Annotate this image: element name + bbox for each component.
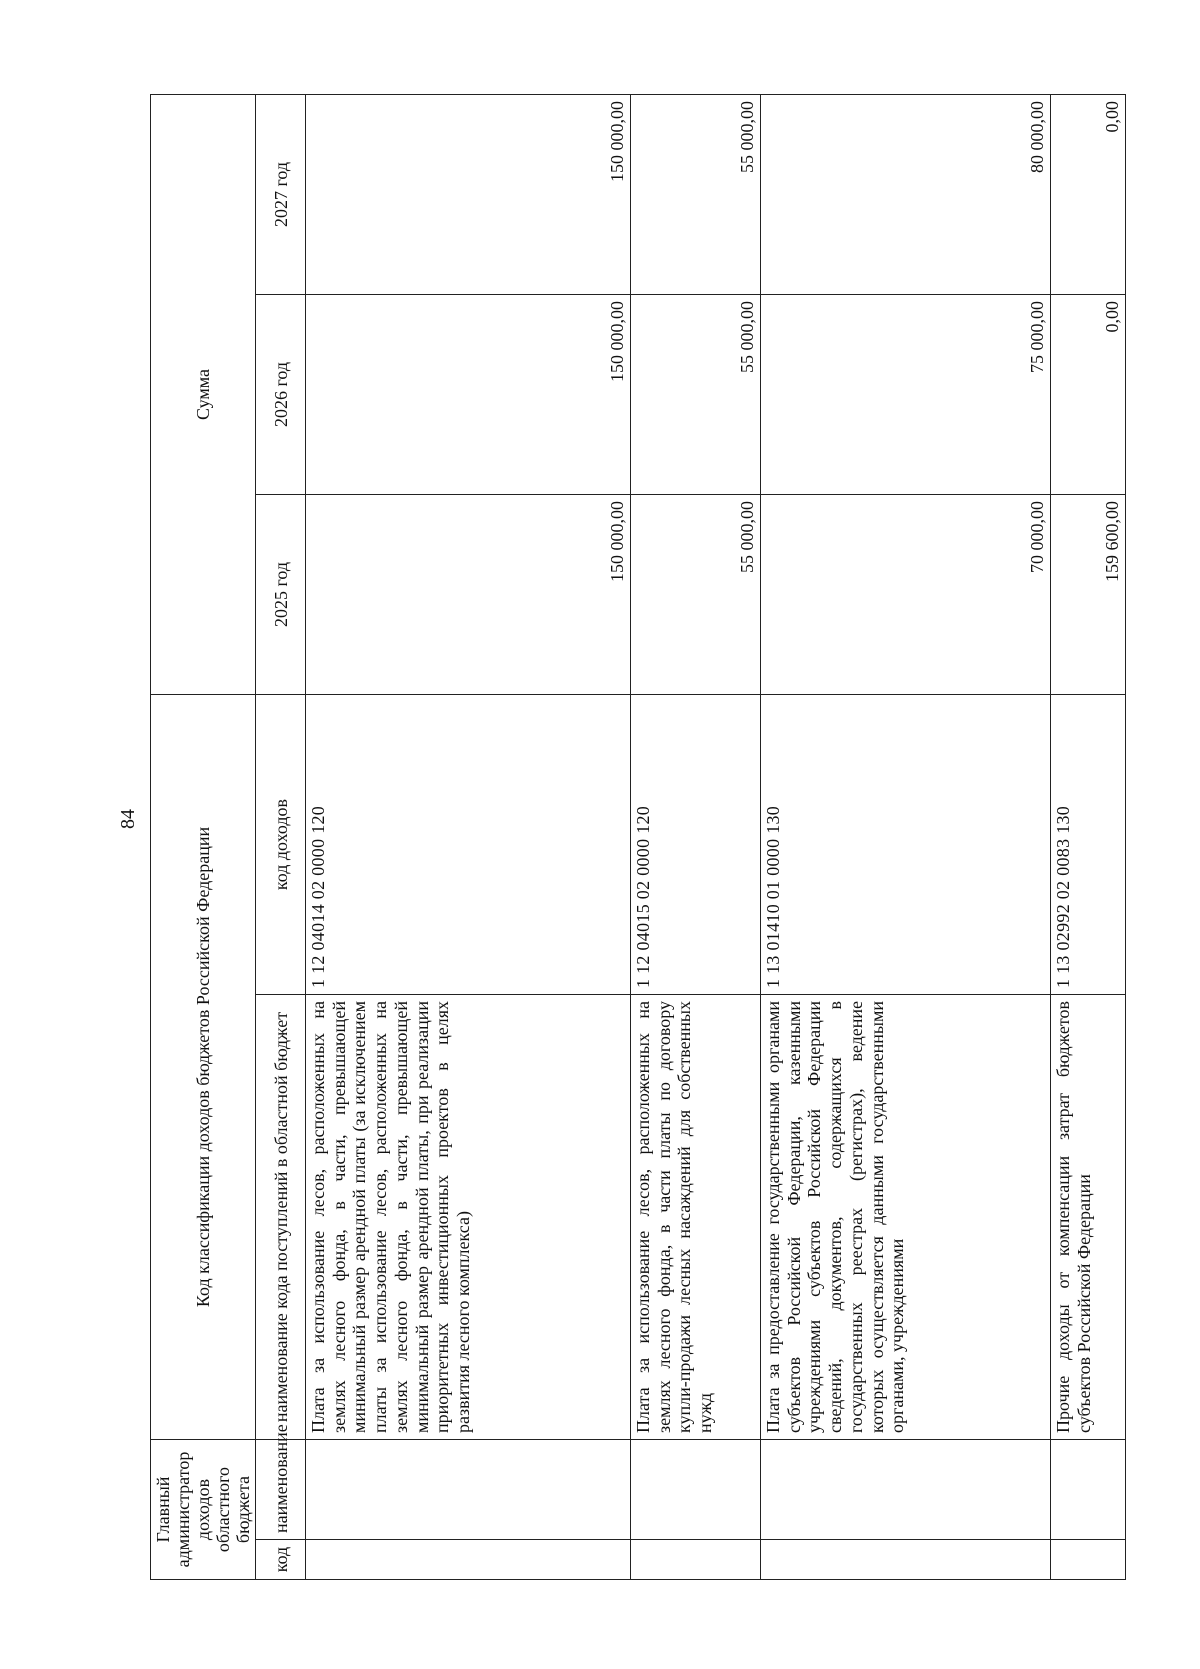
row-admin-code [1051, 1540, 1126, 1580]
row-sum-2027: 150 000,00 [306, 94, 631, 294]
table-row [1051, 94, 1126, 1579]
row-admin-code [761, 1540, 1051, 1580]
row-sum-2026: 150 000,00 [306, 295, 631, 495]
table-row [761, 94, 1051, 1579]
header-year-2025: 2025 год [256, 495, 306, 695]
row-admin-name [1051, 1440, 1126, 1540]
row-income-code: 1 13 02992 02 0083 130 [1051, 695, 1126, 995]
row-admin-name [631, 1440, 761, 1540]
row-sum-2027: 80 000,00 [761, 94, 1051, 294]
row-income-code: 1 13 01410 01 0000 130 [761, 695, 1051, 995]
table-row [631, 94, 761, 1579]
header-classification-group: Код классификации доходов бюджетов Российской Федерации [151, 695, 256, 1440]
header-year-2027: 2027 год [256, 94, 306, 294]
header-income-name: наименование кода поступлений в областной бюджет [256, 995, 306, 1440]
row-sum-2025: 159 600,00 [1051, 495, 1126, 695]
income-table [150, 94, 1126, 1580]
row-sum-2026: 75 000,00 [761, 295, 1051, 495]
header-sum-group: Сумма [151, 94, 256, 694]
row-sum-2026: 0,00 [1051, 295, 1126, 495]
row-admin-code [631, 1540, 761, 1580]
header-admin-code: код [256, 1540, 306, 1580]
row-income-name: Плата за предоставление государственными органами субъектов Российской Федерации, казенными учреждениями субъектов Российской Федерации сведений, документов, содержащихся в государственных реестрах (регистрах), ведение которых осуществляется данными государственными органами, учреждениями [761, 995, 1051, 1440]
table-row [306, 94, 631, 1579]
row-sum-2025: 150 000,00 [306, 495, 631, 695]
header-admin-group: Главный администратор доходов областного бюджета [151, 1440, 256, 1580]
row-income-name: Плата за использование лесов, расположенных на землях лесного фонда, в части платы по договору купли-продажи лесных насаждений для собственных нужд [631, 995, 761, 1440]
row-sum-2026: 55 000,00 [631, 295, 761, 495]
row-income-code: 1 12 04014 02 0000 120 [306, 695, 631, 995]
row-admin-name [306, 1440, 631, 1540]
page-number: 84 [117, 809, 139, 829]
row-income-name: Прочие доходы от компенсации затрат бюджетов субъектов Российской Федерации [1051, 995, 1126, 1440]
header-year-2026: 2026 год [256, 295, 306, 495]
row-income-name: Плата за использование лесов, расположенных на землях лесного фонда, в части, превышающей минимальный размер арендной платы (за исключением платы за использование лесов, расположенных на землях лесного фонда, в части, превышающей минимальный размер арендной платы, при реализации приоритетных инвестиционных проектов в целях развития лесного комплекса) [306, 995, 631, 1440]
row-sum-2025: 55 000,00 [631, 495, 761, 695]
rotated-table-frame [150, 95, 1200, 1573]
row-income-code: 1 12 04015 02 0000 120 [631, 695, 761, 995]
header-admin-name: наименование [256, 1440, 306, 1540]
row-admin-code [306, 1540, 631, 1580]
row-sum-2027: 0,00 [1051, 94, 1126, 294]
row-sum-2025: 70 000,00 [761, 495, 1051, 695]
row-sum-2027: 55 000,00 [631, 94, 761, 294]
header-income-code: код доходов [256, 695, 306, 995]
row-admin-name [761, 1440, 1051, 1540]
